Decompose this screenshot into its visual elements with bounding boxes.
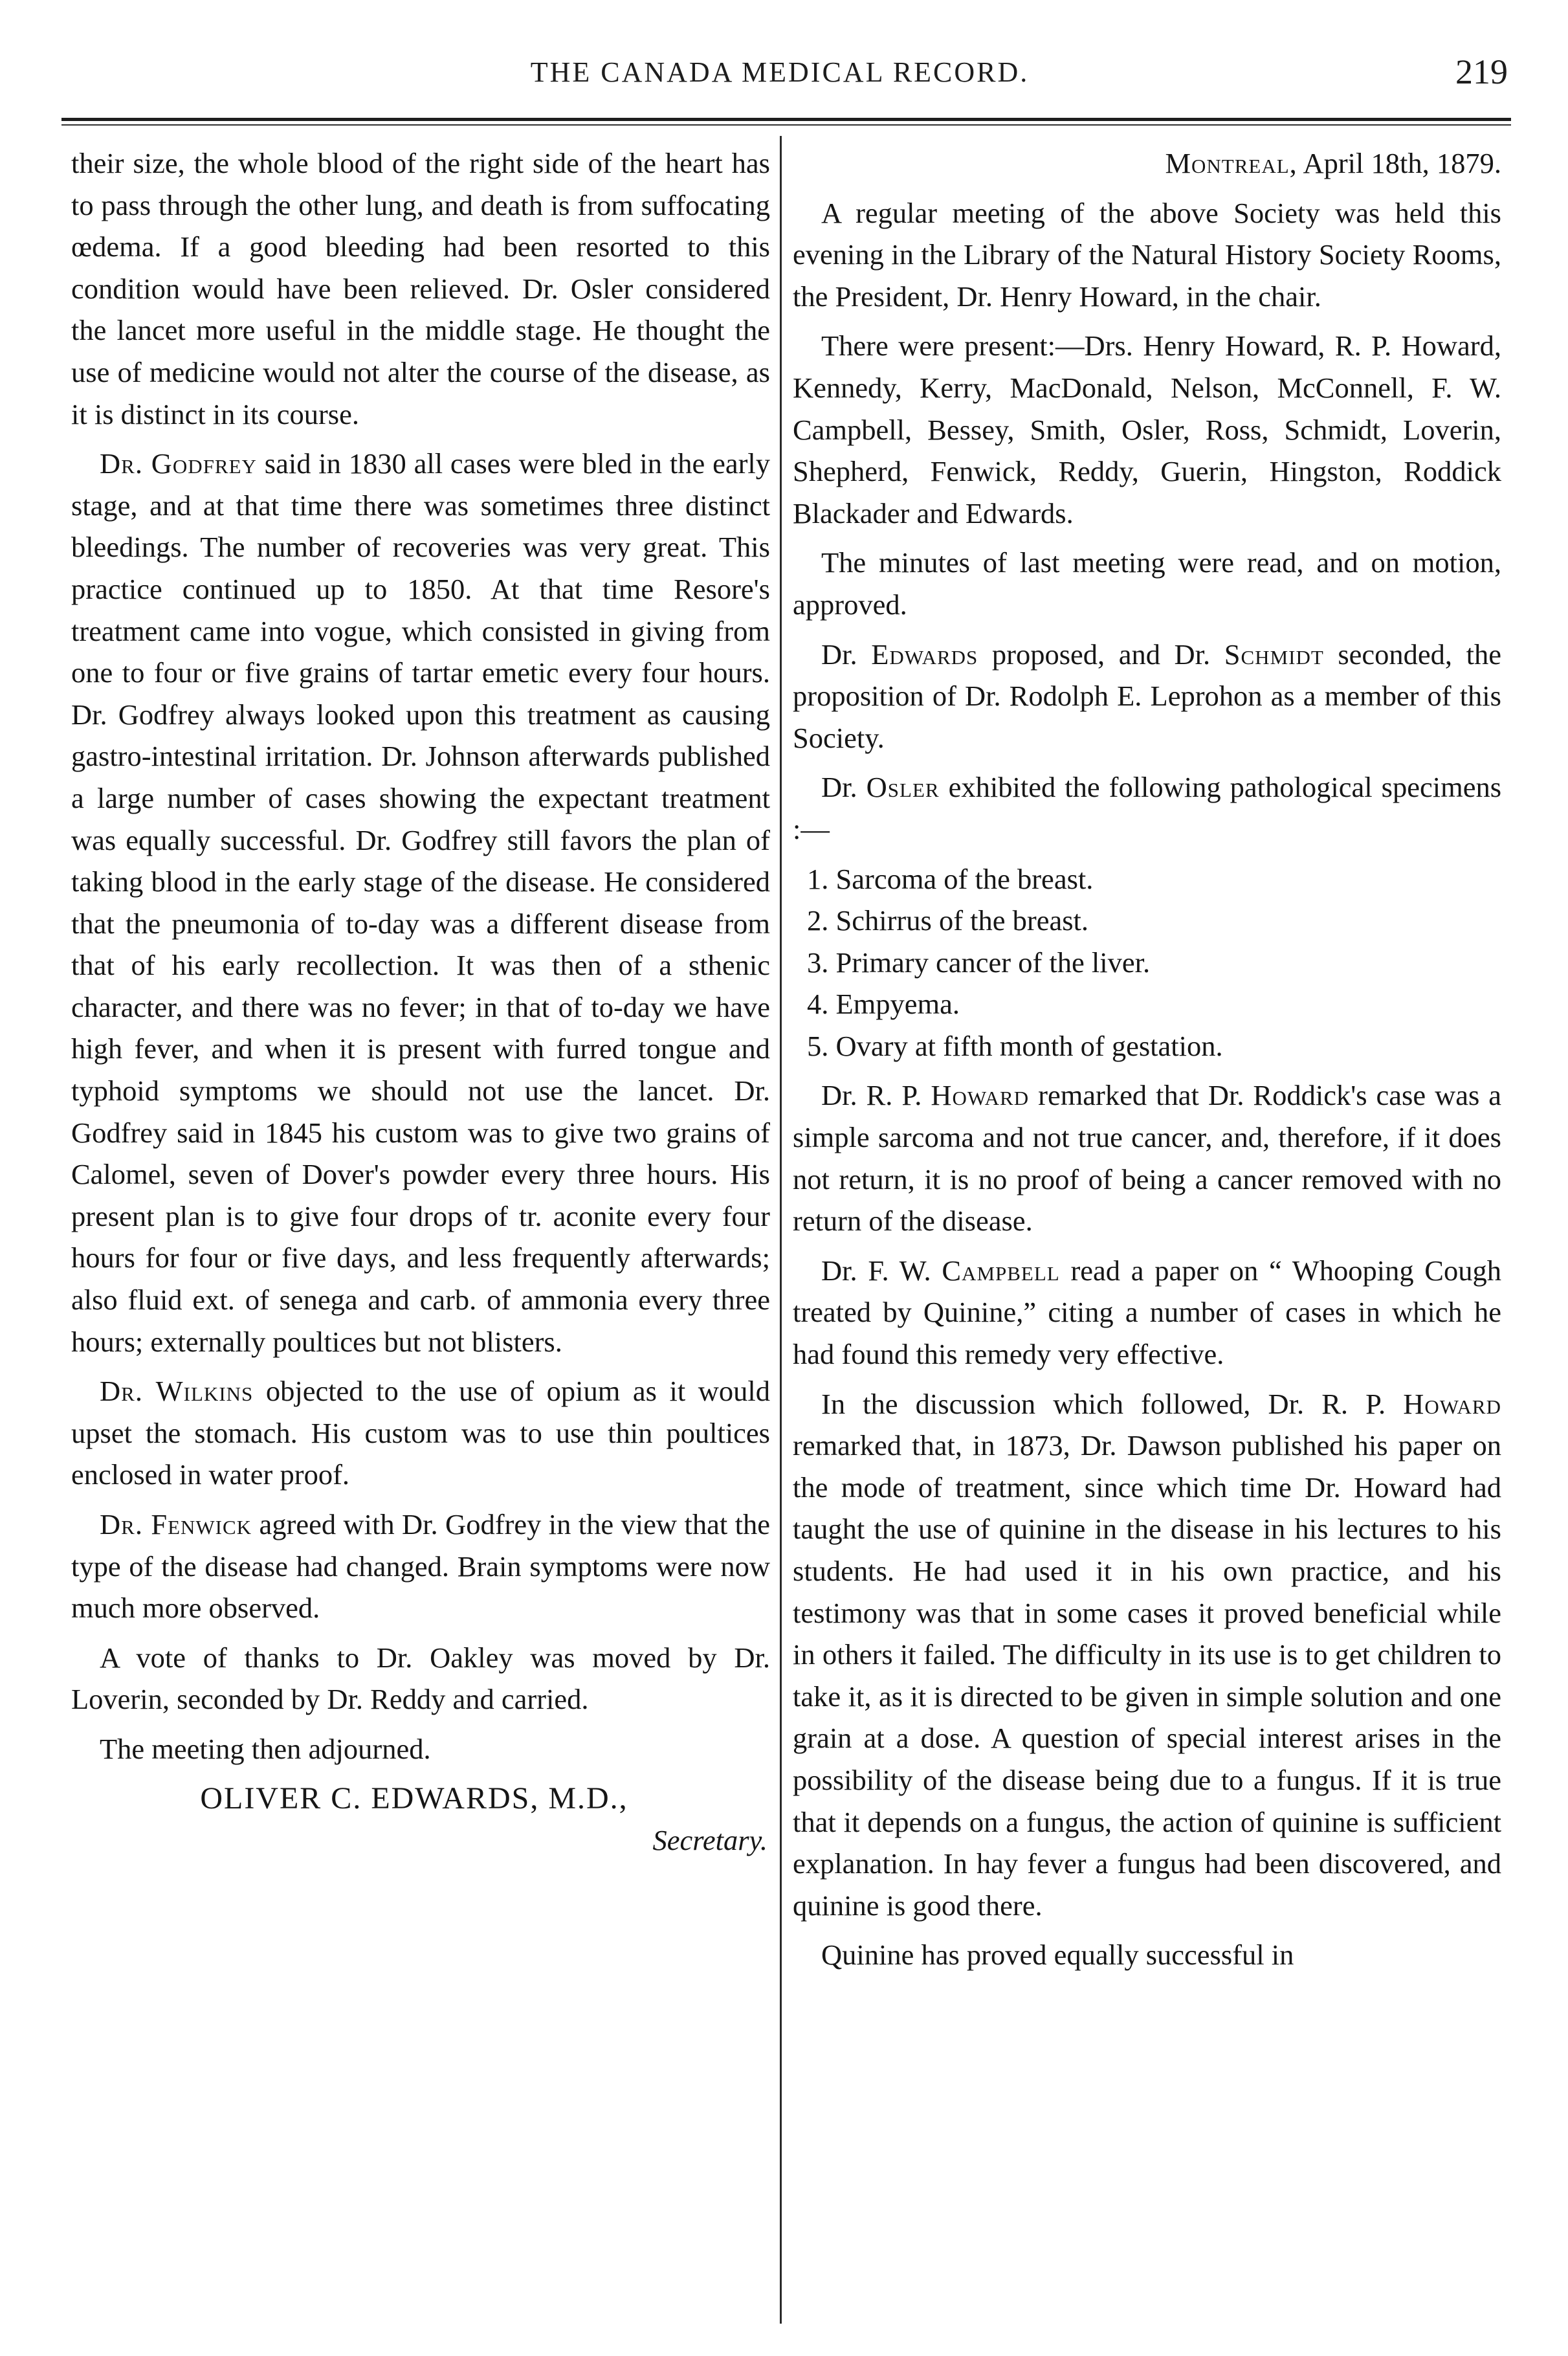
- paragraph-text: remarked that, in 1873, Dr. Dawson published his paper on the mode of treatment, since which time Dr. Howard had taught the use of quinine in the disease in his lectures to his students. He had used it in his own practice, and his testimony was that in some cases it proved beneficial while in others it failed. The difficulty in its use is to get children to take it, as it is directed to be given in simple solution and one grain at a dose. A question of special interest arises in the possibility of the disease being due to a fungus. If it is true that it depends on a fungus, the action of quinine is sufficient explanation. In hay fever a fungus had been discovered, and quinine is good there.: [793, 1429, 1501, 1922]
- paragraph: The minutes of last meeting were read, and on motion, approved.: [793, 546, 1501, 621]
- page-number: 219: [1455, 52, 1508, 91]
- paragraph-text: seconded, the proposition of Dr. Rodolph E. Leprohon as a member of this Society.: [793, 638, 1501, 754]
- paragraph: their size, the whole blood of the right side of the heart has to pass through the other lung, and death is from suffocating œdema. If a good bleeding had been resorted to this condition would have been relieved. Dr. Osler considered the lancet more useful in the middle stage. He thought the use of medicine would not alter the course of the disease, as it is distinct in its course.: [71, 147, 770, 430]
- paragraph: The meeting then adjourned.: [100, 1732, 431, 1765]
- paragraph: [793, 634, 1501, 759]
- paragraph: A regular meeting of the above Society was held this evening in the Library of the Natural History Society Rooms, the President, Dr. Henry Howard, in the chair.: [793, 196, 1501, 313]
- signature-name: OLIVER C. EDWARDS, M.D.,: [200, 1781, 628, 1816]
- speaker-name: Howard: [931, 1079, 1030, 1112]
- speaker-name: Osler: [866, 771, 940, 804]
- speaker-name: Howard: [1403, 1387, 1501, 1420]
- paragraph: [793, 766, 1501, 850]
- paragraph: [793, 1383, 1501, 1927]
- list-item: 4. Empyema.: [807, 988, 960, 1021]
- dateline-place: Montreal,: [1165, 147, 1297, 179]
- list-item: 2. Schirrus of the breast.: [807, 904, 1089, 937]
- paragraph-text: Dr.: [821, 638, 857, 671]
- speaker-name: Dr. Godfrey: [100, 447, 257, 480]
- paragraph-text: Dr. R. P.: [821, 1079, 922, 1112]
- dateline: [793, 142, 1501, 184]
- paragraph: There were present:—Drs. Henry Howard, R. P. Howard, Kennedy, Kerry, MacDonald, Nelson, McConnell, F. W. Campbell, Bessey, Smith, Osler, Ross, Schmidt, Loverin, Shepherd, Fenwick, Reddy, Guerin, Hingston, Roddick Blackader and Edwards.: [793, 329, 1501, 529]
- paragraph: A vote of thanks to Dr. Oakley was moved by Dr. Loverin, seconded by Dr. Reddy and carried.: [71, 1641, 770, 1716]
- paragraph-text: remarked that Dr. Roddick's case was a simple sarcoma and not true cancer, and, therefore, if it does not return, it is no proof of being a cancer removed with no return of the disease.: [793, 1079, 1502, 1238]
- paragraph-text: objected to the use of opium as it would upset the stomach. His custom was to use thin poultices enclosed in water proof.: [71, 1375, 771, 1491]
- dateline-date: April 18th, 1879.: [1303, 147, 1501, 179]
- speaker-name: Edwards: [871, 638, 978, 671]
- paragraph-text: exhibited the following pathological specimens :—: [793, 771, 1502, 845]
- paragraph: [71, 443, 770, 1362]
- paragraph: [71, 1504, 770, 1629]
- left-column: [71, 142, 770, 1861]
- right-column: [793, 142, 1501, 1984]
- paragraph-text: Dr. F. W.: [821, 1254, 931, 1287]
- running-header: [39, 52, 1521, 110]
- signature-title: Secretary.: [652, 1824, 767, 1857]
- paragraph: [793, 1250, 1501, 1375]
- paragraph-text: proposed, and Dr.: [991, 638, 1211, 671]
- column-divider: [780, 136, 782, 2324]
- paragraph-text: agreed with Dr. Godfrey in the view that the type of the disease had changed. Brain symptoms were now much more observed.: [71, 1508, 770, 1625]
- journal-title: THE CANADA MEDICAL RECORD.: [530, 56, 1030, 88]
- speaker-name: Dr. Fenwick: [100, 1508, 252, 1540]
- list-item: 5. Ovary at fifth month of gestation.: [807, 1029, 1223, 1062]
- paragraph-text: In the discussion which followed, Dr. R. P.: [821, 1387, 1386, 1420]
- speaker-name: Dr. Wilkins: [100, 1375, 254, 1408]
- paragraph-text: Dr.: [821, 771, 857, 804]
- list-item: 1. Sarcoma of the breast.: [807, 862, 1094, 895]
- paragraph-text: said in 1830 all cases were bled in the early stage, and at that time there was sometimes three distinct bleedings. The number of recoveries was very great. This practice continued up to 1850. At that time Resore's treatment came into vogue, which consisted in giving from one to four or five grains of tartar emetic every four hours. Dr. Godfrey always looked upon this treatment as causing gastro-intestinal irritation. Dr. Johnson afterwards published a large number of cases showing the expectant treatment was equally successful. Dr. Godfrey still favors the plan of taking blood in the early stage of the disease. He considered that the pneumonia of to-day was a different disease from that of his early recollection. It was then of a sthenic character, and there was no fever; in that of to-day we have high fever, and when it is present with furred tongue and typhoid symptoms we should not use the lancet. Dr. Godfrey said in 1845 his custom was to give two grains of Calomel, seven of Dover's powder every three hours. His present plan is to give four drops of tr. aconite every four hours for four or five days, and less frequently afterwards; also fluid ext. of senega and carb. of ammonia every three hours; externally poultices but not blisters.: [71, 447, 770, 1358]
- paragraph: [793, 1074, 1501, 1241]
- speaker-name: Campbell: [942, 1254, 1060, 1287]
- paragraph-text: read a paper on “ Whooping Cough treated by Quinine,” citing a number of cases in which he had found this remedy very effective.: [793, 1254, 1501, 1371]
- list-item: 3. Primary cancer of the liver.: [807, 946, 1151, 979]
- specimen-list: [793, 858, 1501, 1067]
- speaker-name: Schmidt: [1224, 638, 1324, 671]
- header-rule: [61, 118, 1511, 121]
- paragraph: [71, 1370, 770, 1496]
- header-rule-thin: [61, 124, 1511, 126]
- paragraph: Quinine has proved equally successful in: [821, 1939, 1294, 1972]
